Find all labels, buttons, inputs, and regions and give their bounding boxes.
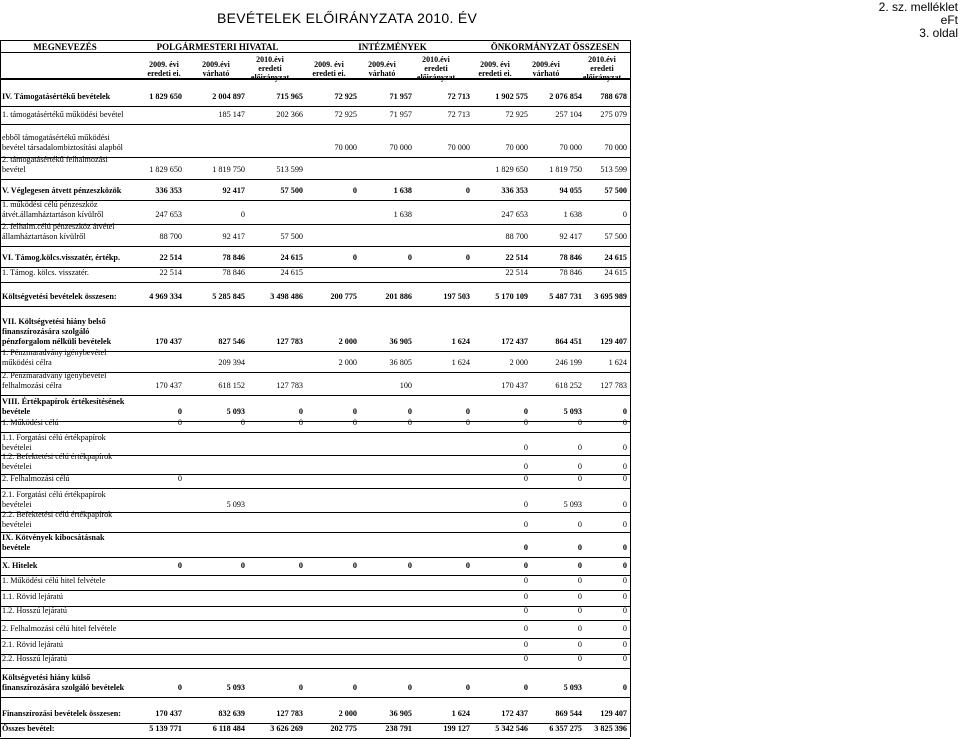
row-value: 72 925	[334, 92, 357, 101]
row-value: 100	[399, 381, 412, 390]
row-value: 127 783	[276, 709, 303, 718]
row-label: V. Véglegesen átvett pénzeszközök	[2, 186, 122, 195]
row-value: 6 357 275	[549, 724, 582, 733]
row-value: 1 819 750	[549, 165, 582, 174]
row-value: 1 624	[451, 358, 470, 367]
row-separator	[0, 106, 630, 107]
row-value: 0	[407, 407, 412, 416]
table-row	[0, 576, 630, 588]
row-value: 1 819 750	[212, 165, 245, 174]
row-value: 0	[622, 576, 627, 585]
row-value: 24 615	[604, 268, 627, 277]
row-separator	[0, 124, 630, 125]
row-separator	[0, 668, 630, 669]
row-value: 0	[407, 253, 412, 262]
row-value: 0	[622, 683, 627, 692]
row-value: 71 957	[389, 110, 412, 119]
row-value: 0	[523, 561, 528, 570]
row-value: 0	[622, 606, 627, 615]
attachment-label: 2. sz. melléklet	[878, 0, 958, 14]
row-value: 0	[298, 418, 303, 427]
row-value: 1 624	[451, 709, 470, 718]
row-value: 78 846	[222, 268, 245, 277]
row-label: 1. támogatásértékű működési bevétel	[2, 110, 124, 119]
row-separator	[0, 306, 630, 307]
row-label: IV. Támogatásértékű bevételek	[2, 92, 111, 101]
row-value: 5 093	[563, 407, 582, 416]
row-label: VI. Támog.kölcs.visszatér, értékp.	[2, 253, 121, 262]
row-value: 0	[407, 683, 412, 692]
row-value: 185 147	[218, 110, 245, 119]
row-value: 1 829 650	[149, 165, 182, 174]
row-value: 1 638	[393, 186, 412, 195]
row-value: 0	[523, 543, 528, 552]
row-value: 71 957	[389, 92, 412, 101]
row-value: 0	[407, 418, 412, 427]
row-value: 864 451	[555, 337, 582, 346]
row-value: 0	[577, 418, 582, 427]
row-separator	[0, 246, 630, 247]
row-value: 5 093	[563, 683, 582, 692]
row-value: 513 599	[600, 165, 627, 174]
table-row	[0, 592, 630, 604]
row-value: 2 004 897	[212, 92, 245, 101]
row-value: 0	[240, 418, 245, 427]
row-value: 57 500	[604, 232, 627, 241]
row-label: 2.1. Forgatási célú értékpapírok bevételei	[2, 490, 106, 509]
table-row	[0, 253, 630, 265]
row-value: 0	[523, 606, 528, 615]
page-title: BEVÉTELEK ELŐIRÁNYZATA 2010. ÉV	[217, 10, 478, 26]
row-value: 0	[577, 624, 582, 633]
row-label: 1.2. Befektetési célú értékpapírok bevételei	[2, 452, 113, 471]
row-label: VII. Költségvetési hiány belső finanszírozására szolgáló pénzforgalom nélküli bevételek	[2, 317, 112, 346]
table-row	[0, 654, 630, 666]
row-label: 1. működési célú pénzeszköz átvét.államháztartáson kívülről	[2, 200, 104, 219]
row-value: 0	[622, 474, 627, 483]
row-value: 0	[523, 520, 528, 529]
row-label: 1. Pénzmaradvány igénybevétel működési célra	[2, 348, 107, 367]
row-value: 0	[352, 561, 357, 570]
unit-label: eFt	[940, 13, 958, 27]
row-value: 2 000	[509, 358, 528, 367]
row-value: 22 514	[505, 253, 528, 262]
row-value: 0	[577, 606, 582, 615]
row-value: 0	[577, 543, 582, 552]
row-value: 0	[352, 407, 357, 416]
table-row	[0, 452, 630, 472]
row-value: 72 713	[447, 110, 470, 119]
row-value: 78 846	[222, 253, 245, 262]
row-value: 0	[407, 561, 412, 570]
row-value: 0	[523, 683, 528, 692]
row-value: 0	[577, 520, 582, 529]
row-value: 0	[177, 561, 182, 570]
row-value: 1 624	[608, 358, 627, 367]
row-label: 2. Felhalmozási célú hitel felvétele	[2, 624, 117, 633]
row-value: 88 700	[505, 232, 528, 241]
row-separator	[0, 282, 630, 283]
row-value: 0	[622, 624, 627, 633]
row-value: 72 713	[447, 92, 470, 101]
row-value: 1 829 650	[495, 165, 528, 174]
table-row	[0, 186, 630, 198]
row-value: 0	[577, 592, 582, 601]
row-value: 2 000	[338, 358, 357, 367]
table-row	[0, 474, 630, 486]
row-value: 24 615	[280, 268, 303, 277]
group-header-intezmenyek: INTÉZMÉNYEK	[358, 42, 427, 52]
row-label: VIII. Értékpapírok értékesítésének bevétele	[2, 397, 125, 416]
row-value: 0	[240, 561, 245, 570]
row-value: 0	[352, 186, 357, 195]
col-header-hivatal-2009-varhato: 2009.évi várható	[202, 60, 230, 78]
row-value: 1 624	[451, 337, 470, 346]
col-header-intezmeny-2009-varhato: 2009.évi várható	[368, 60, 396, 78]
table-row	[0, 640, 630, 652]
row-value: 57 500	[280, 232, 303, 241]
table-row	[0, 533, 630, 555]
col-header-intezmeny-2009-eredeti: 2009. évi eredeti ei.	[312, 60, 346, 78]
row-value: 170 437	[155, 709, 182, 718]
row-value: 0	[622, 520, 627, 529]
row-value: 170 437	[155, 381, 182, 390]
row-separator	[0, 179, 630, 180]
row-value: 24 615	[280, 253, 303, 262]
row-label: X. Hitelek	[2, 561, 38, 570]
table-row	[0, 606, 630, 618]
row-value: 5 093	[226, 407, 245, 416]
table-row	[0, 418, 630, 430]
row-value: 0	[523, 407, 528, 416]
row-value: 0	[577, 462, 582, 471]
table-row	[0, 433, 630, 453]
col-header-intezmeny-2010-eredeti: 2010.évi eredeti előirányzat	[416, 55, 456, 82]
row-label: 1. Működési célú	[2, 418, 59, 427]
row-value: 70 000	[447, 143, 470, 152]
row-value: 247 653	[155, 210, 182, 219]
row-value: 2 076 854	[549, 92, 582, 101]
row-label: 2. támogatásértékű felhalmozási bevétel	[2, 155, 108, 174]
row-separator	[0, 697, 630, 698]
row-value: 129 407	[600, 337, 627, 346]
row-value: 0	[523, 640, 528, 649]
table-row	[0, 624, 630, 636]
row-value: 0	[622, 561, 627, 570]
row-value: 618 252	[555, 381, 582, 390]
row-label: 2.2. Hosszú lejáratú	[2, 654, 68, 663]
row-value: 0	[577, 640, 582, 649]
row-value: 36 905	[389, 337, 412, 346]
row-value: 0	[622, 443, 627, 452]
row-value: 0	[352, 683, 357, 692]
row-label: 2.2. Befektetési célú értékpapírok bevételei	[2, 510, 113, 529]
table-row	[0, 200, 630, 222]
row-value: 78 846	[559, 253, 582, 262]
row-value: 0	[577, 561, 582, 570]
megnevezes-header: MEGNEVEZÉS	[33, 42, 97, 52]
row-value: 209 394	[218, 358, 245, 367]
table-row	[0, 397, 630, 419]
row-value: 70 000	[604, 143, 627, 152]
row-value: 0	[177, 407, 182, 416]
row-value: 172 437	[501, 709, 528, 718]
row-value: 3 498 486	[270, 292, 303, 301]
table-row	[0, 510, 630, 530]
row-label: 1.1. Rövid lejáratú	[2, 592, 63, 601]
table-row	[0, 292, 630, 304]
row-value: 127 783	[276, 337, 303, 346]
row-value: 24 615	[604, 253, 627, 262]
row-value: 72 925	[505, 110, 528, 119]
row-value: 3 695 989	[594, 292, 627, 301]
row-value: 36 805	[389, 358, 412, 367]
row-label: 2. Felhalmozási célú	[2, 474, 70, 483]
row-value: 127 783	[276, 381, 303, 390]
row-separator	[0, 590, 630, 591]
row-value: 92 417	[222, 232, 245, 241]
table-row	[0, 709, 630, 721]
row-value: 336 353	[155, 186, 182, 195]
row-value: 127 783	[600, 381, 627, 390]
row-separator	[0, 638, 630, 639]
row-value: 0	[523, 576, 528, 585]
row-value: 0	[622, 210, 627, 219]
row-value: 0	[622, 640, 627, 649]
page-number: 3. oldal	[919, 26, 958, 40]
row-value: 70 000	[505, 143, 528, 152]
row-value: 72 925	[334, 110, 357, 119]
row-value: 57 500	[280, 186, 303, 195]
row-label: ebből támogatásértékű működési bevétel társadalombiztosítási alapból	[2, 133, 123, 152]
row-value: 78 846	[559, 268, 582, 277]
row-value: 336 353	[501, 186, 528, 195]
row-separator	[0, 557, 630, 558]
row-label: 1. Működési célú hitel felvétele	[2, 576, 106, 585]
row-value: 6 118 484	[212, 724, 245, 733]
row-value: 827 546	[218, 337, 245, 346]
row-value: 170 437	[155, 337, 182, 346]
row-value: 0	[622, 543, 627, 552]
row-value: 22 514	[159, 253, 182, 262]
row-value: 170 437	[501, 381, 528, 390]
row-value: 4 969 334	[149, 292, 182, 301]
row-value: 1 638	[393, 210, 412, 219]
table-row	[0, 268, 630, 280]
row-value: 513 599	[276, 165, 303, 174]
row-value: 5 170 109	[495, 292, 528, 301]
row-value: 22 514	[505, 268, 528, 277]
row-value: 1 902 575	[495, 92, 528, 101]
row-value: 0	[577, 474, 582, 483]
row-value: 0	[523, 592, 528, 601]
row-label: Finanszírozási bevételek összesen:	[2, 709, 122, 718]
row-value: 0	[577, 576, 582, 585]
table-row	[0, 317, 630, 349]
row-label: IX. Kötvények kibocsátásnak bevétele	[2, 533, 105, 552]
row-value: 715 965	[276, 92, 303, 101]
row-value: 70 000	[334, 143, 357, 152]
table-row	[0, 133, 630, 155]
row-value: 0	[577, 654, 582, 663]
row-value: 5 487 731	[549, 292, 582, 301]
row-label: Költségvetési hiány külső finanszírozására szolgáló bevételek	[2, 673, 125, 692]
row-value: 246 199	[555, 358, 582, 367]
row-value: 0	[523, 418, 528, 427]
row-value: 0	[465, 561, 470, 570]
row-value: 94 055	[559, 186, 582, 195]
table-row	[0, 724, 630, 736]
row-value: 199 127	[443, 724, 470, 733]
row-value: 0	[622, 500, 627, 509]
row-value: 0	[622, 407, 627, 416]
row-label: 1.2. Hosszú lejáratú	[2, 606, 68, 615]
row-value: 5 139 771	[149, 724, 182, 733]
row-value: 0	[622, 592, 627, 601]
row-value: 5 342 546	[495, 724, 528, 733]
row-separator	[0, 488, 630, 489]
row-value: 0	[465, 253, 470, 262]
row-value: 0	[352, 253, 357, 262]
table-row	[0, 155, 630, 177]
row-value: 36 905	[389, 709, 412, 718]
row-label: Összes bevétel:	[2, 724, 55, 733]
row-value: 0	[465, 186, 470, 195]
row-value: 172 437	[501, 337, 528, 346]
table-row	[0, 490, 630, 510]
row-value: 0	[465, 407, 470, 416]
row-value: 5 093	[563, 500, 582, 509]
page-meta	[879, 1, 958, 40]
row-value: 201 886	[385, 292, 412, 301]
row-value: 0	[622, 418, 627, 427]
row-value: 129 407	[600, 709, 627, 718]
row-value: 0	[622, 462, 627, 471]
table-row	[0, 561, 630, 573]
row-separator	[0, 395, 630, 396]
row-value: 200 775	[330, 292, 357, 301]
table-row	[0, 673, 630, 695]
row-value: 3 825 396	[594, 724, 627, 733]
row-label: Költségvetési bevételek összesen:	[2, 292, 117, 301]
row-value: 0	[177, 418, 182, 427]
table-row	[0, 222, 630, 244]
row-value: 0	[523, 500, 528, 509]
row-value: 2 000	[338, 709, 357, 718]
row-value: 0	[577, 443, 582, 452]
group-header-osszesen: ÖNKORMÁNYZAT ÖSSZESEN	[490, 42, 620, 52]
row-value: 1 638	[563, 210, 582, 219]
row-value: 5 093	[226, 500, 245, 509]
row-value: 5 285 845	[212, 292, 245, 301]
col-header-hivatal-2010-eredeti: 2010.évi eredeti előirányzat	[250, 55, 290, 82]
table-row	[0, 92, 630, 104]
row-value: 22 514	[159, 268, 182, 277]
col-header-osszesen-2010-eredeti: 2010.évi eredeti előirányzat	[582, 55, 622, 82]
row-value: 257 104	[555, 110, 582, 119]
row-value: 202 366	[276, 110, 303, 119]
row-value: 3 626 269	[270, 724, 303, 733]
row-value: 0	[298, 683, 303, 692]
table-row	[0, 110, 630, 122]
row-value: 788 678	[600, 92, 627, 101]
row-label: 2. felhalm.célú pénzeszköz átvétel államháztartáson kívülről	[2, 222, 115, 241]
row-value: 197 503	[443, 292, 470, 301]
row-value: 5 093	[226, 683, 245, 692]
row-value: 0	[523, 624, 528, 633]
row-label: 2. Pénzmaradvány igénybevétel felhalmozási célra	[2, 371, 107, 390]
row-value: 0	[298, 407, 303, 416]
table-row	[0, 371, 630, 393]
row-label: 2.1. Rövid lejáratú	[2, 640, 63, 649]
row-value: 275 079	[600, 110, 627, 119]
row-value: 70 000	[559, 143, 582, 152]
row-value: 0	[177, 474, 182, 483]
row-value: 832 639	[218, 709, 245, 718]
row-value: 0	[523, 443, 528, 452]
row-value: 618 152	[218, 381, 245, 390]
row-value: 0	[465, 418, 470, 427]
row-value: 202 775	[330, 724, 357, 733]
row-value: 0	[523, 462, 528, 471]
row-value: 238 791	[385, 724, 412, 733]
row-value: 1 829 650	[149, 92, 182, 101]
row-value: 0	[240, 210, 245, 219]
row-value: 247 653	[501, 210, 528, 219]
row-value: 88 700	[159, 232, 182, 241]
row-value: 0	[622, 654, 627, 663]
table-row	[0, 348, 630, 370]
row-value: 869 544	[555, 709, 582, 718]
row-value: 0	[352, 418, 357, 427]
row-label: 1.1. Forgatási célú értékpapírok bevételei	[2, 433, 106, 452]
col-header-osszesen-2009-varhato: 2009.évi várható	[532, 60, 560, 78]
row-value: 57 500	[604, 186, 627, 195]
row-separator	[0, 620, 630, 621]
row-value: 92 417	[559, 232, 582, 241]
col-header-osszesen-2009-eredeti: 2009. évi eredeti ei.	[478, 60, 512, 78]
row-value: 0	[298, 561, 303, 570]
row-value: 70 000	[389, 143, 412, 152]
row-value: 92 417	[222, 186, 245, 195]
row-value: 0	[465, 683, 470, 692]
row-value: 0	[523, 474, 528, 483]
group-header-hivatal: POLGÁRMESTERI HIVATAL	[156, 42, 279, 52]
col-header-hivatal-2009-eredeti: 2009. évi eredeti ei.	[147, 60, 181, 78]
row-value: 0	[177, 683, 182, 692]
row-label: 1. Támog. kölcs. visszatér.	[2, 268, 89, 277]
row-value: 0	[523, 654, 528, 663]
row-value: 2 000	[338, 337, 357, 346]
